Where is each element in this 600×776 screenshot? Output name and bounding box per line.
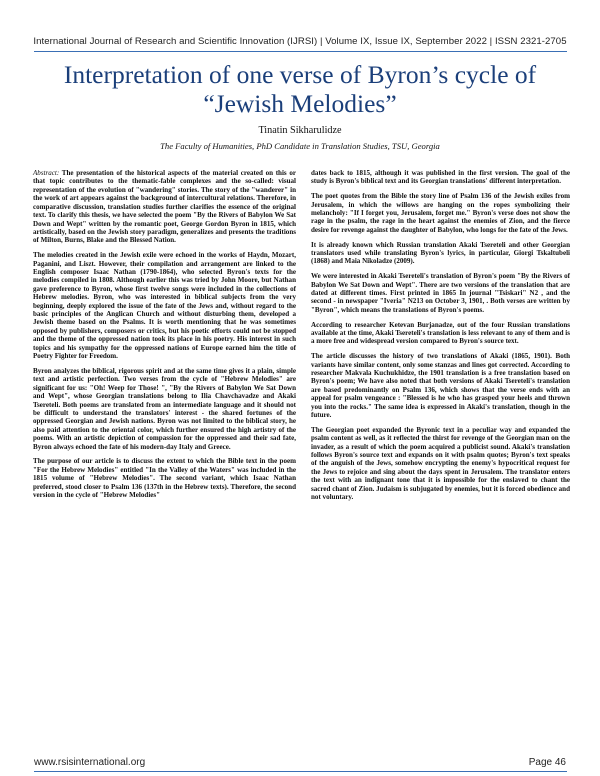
body-paragraph: The purpose of our article is to discuss the extent to which the Bible text in the poem "For the Hebrew Melodies" entitled "In the Valley of the Waters" was included in the 1815 volume of "Hebrew Melodies". The second variant, which Isaac Nathan preferred, stood closer to Psalm 136 (137th in the Hebrew texts). Therefore, the second version in the cycle of "Hebrew Melodies" xyxy=(33,457,296,500)
body-paragraph: The article discusses the history of two translations of Akaki (1865, 1901). Both variants have similar content, only some stanzas and lines got corrected. According to researcher Makvala Kuchukhidze, the 1901 translation is a free translation based on Byron's poem; We have also noted that both versions of Akaki Tsereteli's translation are based predominantly on Psalm 136, which shows that the verse ends with an appeal for psalm vengeance : "Blessed is he who has grasped your heels and thrown you into the rocks." The same idea is expressed in Akaki's translation, though in the future. xyxy=(311,352,570,420)
body-paragraph: The melodies created in the Jewish exile were echoed in the works of Haydn, Mozart, Paganini, and Liszt. However, their compilation and arrangement are linked to the English composer Isaac Nathan (1790-1864), who selected Byron's texts for the melodies compiled in 1808. Although earlier this was tried by John Moore, but Nathan gave preference to Byron, whose first twelve songs were included in the collections of Hebrew melodies. Byron, who was interested in biblical subjects from the very beginning, deeply explored the issue of the fate of the Jews and, without regard to the basic principles of the Anglican Church and without disturbing them, developed a Jewish theme based on the Psalms. It is worth mentioning that he was sometimes opposed by publishers, composers or critics, but his poetic efforts could not be stopped and the theme of the oppressed nation took its place in his poetry. His interest in such topics and his sympathy for the oppressed nations of Europe earned him the title of Poetry Fighter for Freedom. xyxy=(33,251,296,361)
footer-page-number: Page 46 xyxy=(528,757,566,768)
body-paragraph: dates back to 1815, although it was published in the first version. The goal of the study is Byron's biblical text and its Georgian translations' different interpretation. xyxy=(311,169,570,186)
author-affiliation: The Faculty of Humanities, PhD Candidate in Translation Studies, TSU, Georgia xyxy=(160,141,440,151)
footer-divider xyxy=(34,771,567,772)
body-paragraph: The Georgian poet expanded the Byronic text in a peculiar way and expanded the psalm content as well, as it reflected the thirst for revenge of the Georgian man on the invader, as a result of which the poem acquired a publicist sound. Akaki's translation follows Byron's source text and expands on it with psalm quotes; Byron's text speaks of the anguish of the Jews, somehow encrypting the enemy's hypocritical request for the Jews to rejoice and sing about the days spent in Jerusalem. The translator enters the text with an indignant tone that it is impossible for the enslaved to chant the sacred chant of Zion. Judaism is subjugated by enemies, but it is forced obedience and not voluntary. xyxy=(311,425,570,502)
title-line-2: “Jewish Melodies” xyxy=(203,89,397,118)
abstract-label: Abstract: xyxy=(33,169,60,177)
abstract-text: The presentation of the historical aspects of the material created on this or that topic contributes to the thematic-fable complexes and the so-called: visual representation of the evolution of "wandering" stories. The story of the "wanderer" in the work of art appears against the background of intercultural relations. Therefore, in comparative discussion, translation studies further clarifies the essence of the original text. To clarify this thesis, we have selected the poem "By the Rivers of Babylon We Sat Down and Wept" written by the romantic poet, George Gordon Byron in 1815, which artistically, based on the Jewish story paradigm, generalizes and presents the traditions of Milton, Burns, Blake and the Blessed Nation. xyxy=(33,169,296,245)
journal-header: International Journal of Research and Scientific Innovation (IJRSI) | Volume IX, Issue IX, September 2022 | ISSN 2321-2705 xyxy=(33,36,567,47)
paper-title xyxy=(40,60,560,118)
footer-website: www.rsisinternational.org xyxy=(34,757,146,768)
title-line-1: Interpretation of one verse of Byron’s cycle of xyxy=(63,60,537,89)
body-paragraph: It is already known which Russian translation Akaki Tsereteli and other Georgian translators used while translating Byron's lyrics, in particular, Giorgi Tskaltubeli (1868) and Maia Nikoladze (2009). xyxy=(311,240,570,266)
body-paragraph: According to researcher Ketevan Burjanadze, out of the four Russian translations available at the time, Akaki Tsereteli's translation is less relevant to any of them and is a more free and widespread version compared to Byron's source text. xyxy=(311,320,570,346)
author-name: Tinatin Sikharulidze xyxy=(258,125,342,136)
header-divider xyxy=(34,51,567,52)
body-paragraph: The poet quotes from the Bible the story line of Psalm 136 of the Jewish exiles from Jerusalem, in which the willows are hanging on the ropes symbolizing their melancholy: "If I forget you, Jerusalem, forget me." Byron's verse does not show the rage in the psalm, the rage in the heart against the enemies of Zion, and the fierce desire for revenge against the daughter of Babylon, who longs for the fate of the Jews. xyxy=(311,192,570,234)
body-paragraph: Byron analyzes the biblical, rigorous spirit and at the same time gives it a plain, simple text and artistic perfection. Two verses from the cycle of "Hebrew Melodies" are significant for us: "Oh! Weep for Those! ", "By the Rivers of Babylon We Sat Down and Wept", whose Georgian translations belong to Ilia Chavchavadze and Akaki Tsereteli. Both poems are translated from an intermediate language and it should not be difficult to understand the translators' interest - the shared fortunes of the oppressed Georgian and Jewish nations. Byron was not limited to the biblical story, he also paid attention to the oriental color, which further ensured the high artistry of the poems. With an artistic depiction of compassion for the oppressed and their sad fate, Byron always echoed the fate of his modern-day Italy and Greece. xyxy=(33,366,296,451)
body-paragraph: We were interested in Akaki Tsereteli's translation of Byron's poem "By the Rivers of Babylon We Sat Down and Wept". There are two versions of the translation that are dated at different times. First printed in 1865 In journal "Tsiskari" N2 , and the second - in newspaper "Iveria" N213 on October 3, 1901, . Both verses are written by "Byron", which means the translations of Byron's poems. xyxy=(311,272,570,314)
right-column xyxy=(311,169,570,508)
left-column xyxy=(33,169,296,506)
abstract-paragraph xyxy=(33,169,296,245)
